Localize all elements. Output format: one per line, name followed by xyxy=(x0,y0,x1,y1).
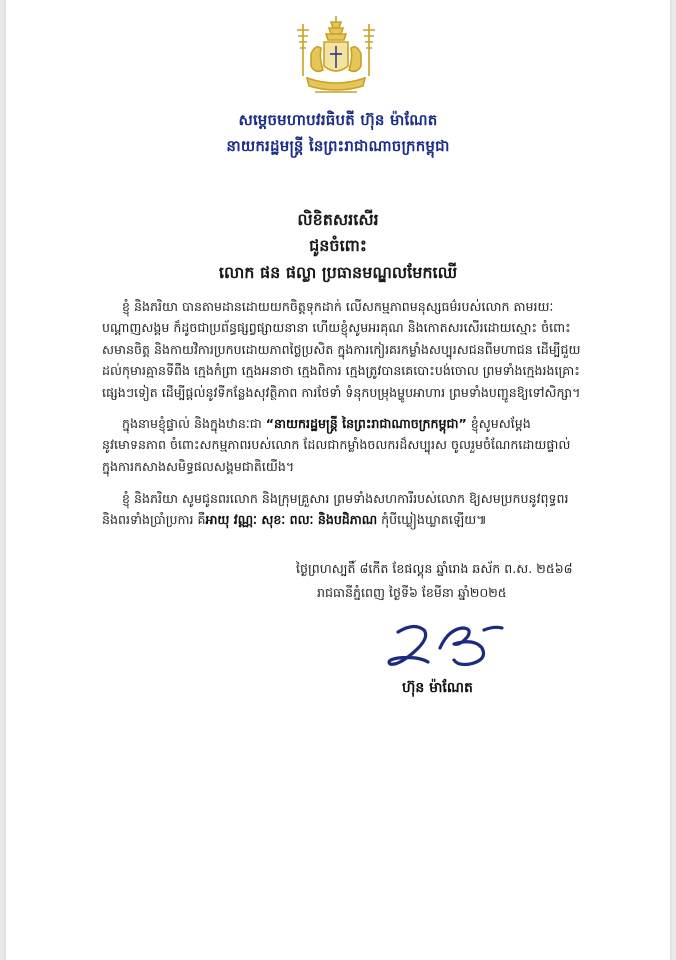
paragraph-3-line: ខ្ញុំ និងភរិយា សូមជូនពរលោក និងក្រុមគ្រួសារ ព្រមទាំងសហការីរបស់លោក ឱ្យសមប្រកបនូវពុទ្ធពរ xyxy=(122,491,569,506)
paragraph-2-line xyxy=(102,413,614,434)
five-blessings: អាយុ វណ្ណៈ សុខៈ ពលៈ និងបដិភាណ xyxy=(205,512,378,528)
paragraph-3-tail: កុំបីឃ្លៀងឃ្លាតឡើយ៕ xyxy=(377,512,487,528)
paragraph-3-line xyxy=(102,509,614,530)
signer-name: ហ៊ុន ម៉ាណែត xyxy=(402,680,473,696)
recipient-intro: ជូនចំពោះ xyxy=(309,236,367,255)
paragraph-2-line: នូវមោទនភាព ចំពោះសកម្មភាពរបស់លោក ដែលជាកម្លាំងចលករដ៏សប្បុរស ចូលរួមចំណែកដោយផ្ទាល់ xyxy=(102,437,571,453)
paragraph-2 xyxy=(102,413,614,477)
paragraph-1-line: បណ្ដាញសង្គម ក៏ដូចជាប្រព័ន្ធផ្សព្វផ្សាយនានា ហើយខ្ញុំសូមអរគុណ និងកោតសរសើរដោយស្មោះ ចំពោះ xyxy=(102,320,571,336)
paragraph-2-line: ក្នុងការកសាងសមិទ្ធផលសង្គមជាតិយើង។ xyxy=(102,458,295,474)
paragraph-1-line: ដល់កុមារគ្មានទីពឹង ក្មេងកំព្រា ក្មេងអនាថា ក្មេងពិការ ក្មេងត្រូវបានគេបោះបង់ចោល ព្រមទាំងក្មេងរងគ្រោះ xyxy=(102,363,580,379)
recipient-name: លោក ផន ផល្លា ប្រធានមណ្ឌលមែកឈើ xyxy=(218,263,458,282)
paragraph-1-line: សមានចិត្ត និងកាយវិការប្រកបដោយភាពថ្លៃប្រសិត ក្នុងការកៀរគរកម្លាំងសប្បុរសជនពីមហាជន ដើម្បីជួយ xyxy=(102,341,581,357)
prime-minister-title: “នាយករដ្ឋមន្ត្រី នៃព្រះរាជាណាចក្រកម្ពុជា” xyxy=(265,416,467,431)
author-position: នាយករដ្ឋមន្ត្រី នៃព្រះរាជាណាចក្រកម្ពុជា xyxy=(226,137,450,155)
paragraph-3-lead: និងពរទាំងប្រាំប្រការ គឺ xyxy=(102,512,206,528)
paragraph-2-tail: ខ្ញុំសូមសម្ដែង xyxy=(466,416,531,431)
paragraph-1 xyxy=(102,296,614,403)
paragraph-1-line: ខ្ញុំ និងភរិយា បានតាមដានដោយយកចិត្តទុកដាក់ លើសកម្មភាពមនុស្សធម៌របស់លោក តាមរយៈ xyxy=(122,299,554,314)
place-and-date: រាជធានីភ្នំពេញ ថ្ងៃទី៦ ខែមីនា ឆ្នាំ២០២៥ xyxy=(317,585,507,600)
lunar-date: ថ្ងៃព្រហស្បតិ៍ ៨កើត ខែផល្គុន ឆ្នាំរោង ឆស័ក ព.ស. ២៥៦៨ xyxy=(296,561,573,576)
author-title: សម្ដេចមហាបវរធិបតី ហ៊ុន ម៉ាណែត xyxy=(238,111,438,129)
paragraph-2-lead: ក្នុងនាមខ្ញុំផ្ទាល់ និងក្នុងឋានៈជា xyxy=(122,416,266,431)
letter-title: លិខិតសរសើរ xyxy=(297,210,379,229)
paragraph-1-line: ផ្សេងៗទៀត ដើម្បីផ្ដល់នូវទីកន្លែងសុវត្ថិភាព ការថែទាំ ទំនុកបម្រុងម្ហូបអាហារ ព្រមទាំងបញ្ជូនឱ្យទៅសិក្សា។ xyxy=(102,384,581,400)
paragraph-3 xyxy=(102,488,614,531)
royal-coat-of-arms-icon xyxy=(289,14,383,100)
handwritten-signature-icon xyxy=(384,618,506,674)
